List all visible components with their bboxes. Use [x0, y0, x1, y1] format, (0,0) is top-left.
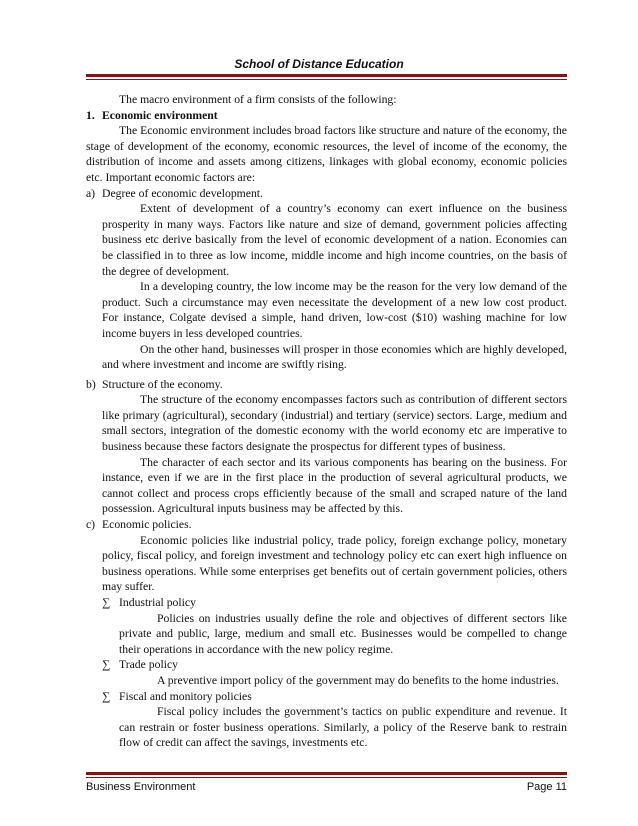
header-rule-thin	[86, 79, 567, 80]
subsection-marker: b)	[86, 377, 96, 391]
subsection-marker: a)	[86, 186, 96, 200]
document-body	[86, 92, 567, 751]
bullet-title: Fiscal and monitory policies	[119, 689, 252, 703]
subsection-title: Structure of the economy.	[102, 377, 223, 391]
section-heading	[86, 108, 567, 124]
subsection-a-heading	[86, 186, 567, 202]
subsection-marker: c)	[86, 518, 96, 532]
footer-rule-thin	[86, 777, 567, 778]
bullet-title: Industrial policy	[119, 596, 196, 609]
bullet-sigma-icon: ∑	[102, 658, 111, 672]
paragraph: In a developing country, the low income may be the reason for the very low demand of the product. Such a circumstance may even necessitate the development of a new low cost product. For instance, Colgate devised a simple, hand driven, low-cost ($10) washing machine for low income buyers in less developed countries.	[102, 280, 567, 340]
subsection-b-heading	[86, 377, 567, 393]
footer-page-number: Page 11	[526, 781, 567, 793]
section-number: 1.	[86, 108, 95, 122]
subsection-title: Degree of economic development.	[102, 186, 263, 200]
paragraph: The structure of the economy encompasses factors such as contribution of different sectors like primary (agricultural), secondary (industrial) and tertiary (service) sectors. Large, medium and small sectors, integration of the domestic economy with the world economy etc are imperative to business because these factors designate the prospectus for different types of business.	[102, 393, 567, 454]
paragraph: On the other hand, businesses will prosper in those economies which are highly developed, and where investment and income are swiftly rising.	[102, 342, 567, 372]
paragraph: The character of each sector and its various components has bearing on the business. For instance, even if we are in the first place in the production of several agricultural products, we cannot collect and process crops efficiently because of the small and scraped nature of the land possession. Agricultural inputs business may be affected by this.	[102, 455, 567, 516]
footer-rule-thick	[86, 772, 567, 775]
intro-paragraph: The macro environment of a firm consists of the following:	[119, 93, 397, 106]
list-item	[102, 689, 567, 705]
paragraph: Economic policies like industrial policy, trade policy, foreign exchange policy, monetary policy, fiscal policy, and foreign investment and technology policy etc can exert high influence on business operations. While some enterprises get benefits out of certain government policies, others may suffer.	[102, 533, 567, 594]
paragraph: A preventive import policy of the government may do benefits to the home industries.	[157, 673, 559, 687]
footer-course-title: Business Environment	[86, 781, 196, 793]
bullet-sigma-icon: ∑	[102, 596, 111, 609]
header-rule-thick	[86, 74, 567, 77]
section-paragraph: The Economic environment includes broad factors like structure and nature of the economy, the stage of development of the economy, economic resources, the level of income of the economy, the distribution of income and assets among citizens, linkages with global economy, economic policies etc. Important economic factors are:	[86, 124, 567, 184]
paragraph: Fiscal policy includes the government’s tactics on public expenditure and revenue. It can restrain or foster business operations. Similarly, a policy of the Reserve bank to restrain flow of credit can affect the savings, investments etc.	[119, 705, 567, 750]
page-header-title: School of Distance Education	[234, 57, 404, 71]
paragraph: Policies on industries usually define the role and objectives of different sectors like private and public, large, medium and small etc. Businesses would be compelled to change their operations in accordance with the new policy regime.	[119, 611, 567, 656]
list-item	[102, 657, 567, 673]
list-item	[102, 595, 567, 611]
bullet-sigma-icon: ∑	[102, 689, 111, 703]
section-title: Economic environment	[102, 108, 218, 122]
paragraph: Extent of development of a country’s economy can exert influence on the business prosperity in many ways. Factors like nature and size of demand, government policies affecting business etc derive basically from the level of economic development of a nation. Economies can be classified in to three as low income, middle income and high income countries, on the basis of the degree of development.	[102, 202, 567, 278]
bullet-title: Trade policy	[119, 658, 178, 672]
subsection-title: Economic policies.	[102, 518, 192, 532]
subsection-c-heading	[86, 517, 567, 533]
